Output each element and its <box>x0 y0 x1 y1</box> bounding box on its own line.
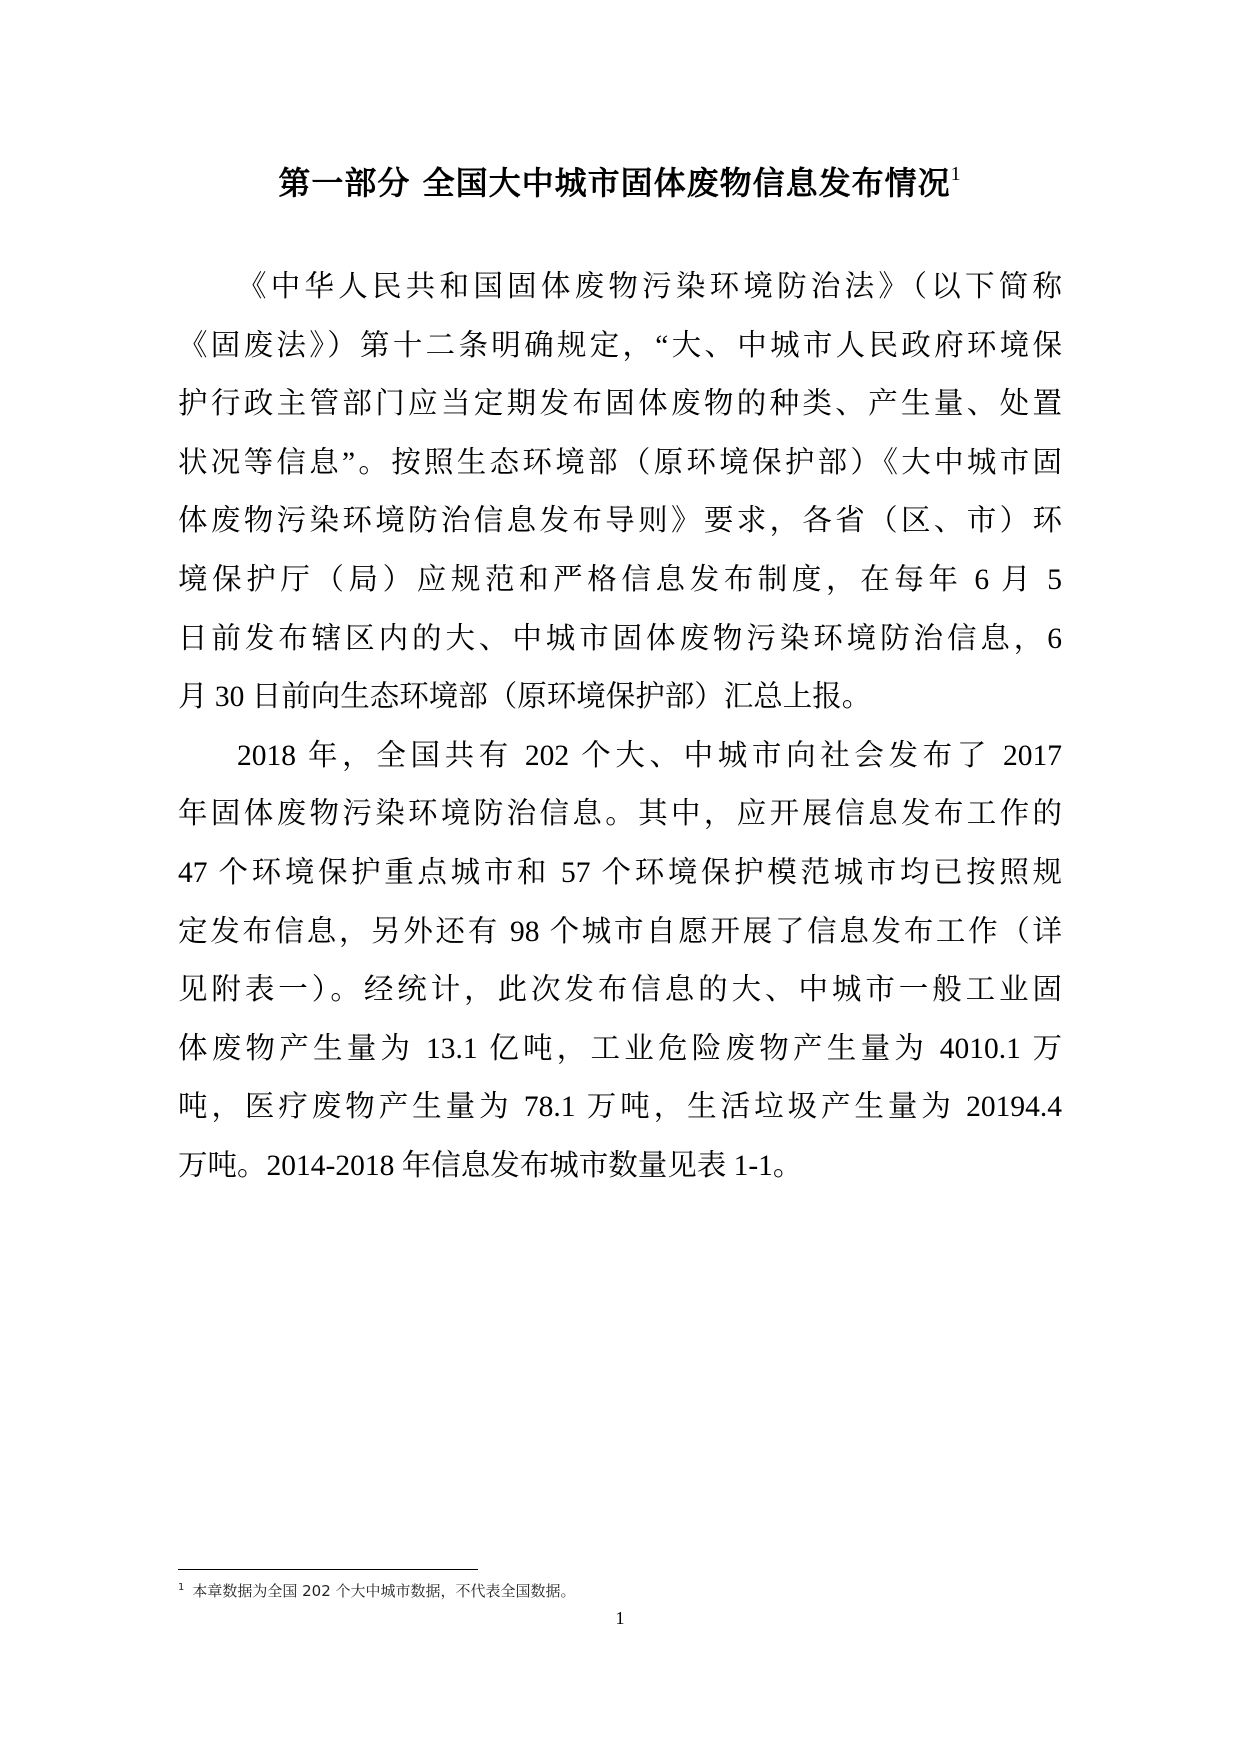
paragraph-line: 境保护厅（局）应规范和严格信息发布制度，在每年 6 月 5 <box>178 563 1062 596</box>
footnote-marker: 1 <box>178 1582 185 1593</box>
paragraph-line: 月 30 日前向生态环境部（原环境保护部）汇总上报。 <box>178 681 872 714</box>
paragraph-line: 体废物污染环境防治信息发布导则》要求，各省（区、市）环 <box>178 505 1062 538</box>
body-text <box>178 258 1062 1196</box>
paragraph-1 <box>178 258 1062 727</box>
paragraph-line: 年固体废物污染环境防治信息。其中，应开展信息发布工作的 <box>178 798 1062 831</box>
paragraph-line: 定发布信息，另外还有 98 个城市自愿开展了信息发布工作（详 <box>178 915 1062 948</box>
paragraph-line: 万吨。2014-2018 年信息发布城市数量见表 1-1。 <box>178 1149 803 1182</box>
paragraph-line: 日前发布辖区内的大、中城市固体废物污染环境防治信息，6 <box>178 622 1062 655</box>
paragraph-line: 状况等信息”。按照生态环境部（原环境保护部）《大中城市固 <box>178 446 1062 479</box>
page-title <box>0 158 1240 204</box>
paragraph-line: 2018 年，全国共有 202 个大、中城市向社会发布了 2017 <box>237 739 1062 772</box>
page-title-text: 第一部分 全国大中城市固体废物信息发布情况 <box>278 164 951 202</box>
paragraph-line: 体废物产生量为 13.1 亿吨，工业危险废物产生量为 4010.1 万 <box>178 1032 1062 1065</box>
footnote-text: 本章数据为全国 202 个大中城市数据，不代表全国数据。 <box>192 1582 576 1600</box>
paragraph-line: 见附表一）。经统计，此次发布信息的大、中城市一般工业固 <box>178 974 1062 1007</box>
title-footnote-marker: 1 <box>950 163 962 185</box>
paragraph-line: 47 个环境保护重点城市和 57 个环境保护模范城市均已按照规 <box>178 856 1062 889</box>
paragraph-line: 《中华人民共和国固体废物污染环境防治法》（以下简称 <box>237 271 1062 303</box>
page-number: 1 <box>615 1608 625 1628</box>
paragraph-line: 《固废法》）第十二条明确规定，“大、中城市人民政府环境保 <box>178 329 1062 362</box>
footnote-divider <box>178 1569 478 1570</box>
paragraph-2 <box>178 727 1062 1196</box>
footnote <box>178 1580 576 1601</box>
paragraph-line: 吨，医疗废物产生量为 78.1 万吨，生活垃圾产生量为 20194.4 <box>178 1091 1062 1124</box>
paragraph-line: 护行政主管部门应当定期发布固体废物的种类、产生量、处置 <box>178 388 1062 421</box>
